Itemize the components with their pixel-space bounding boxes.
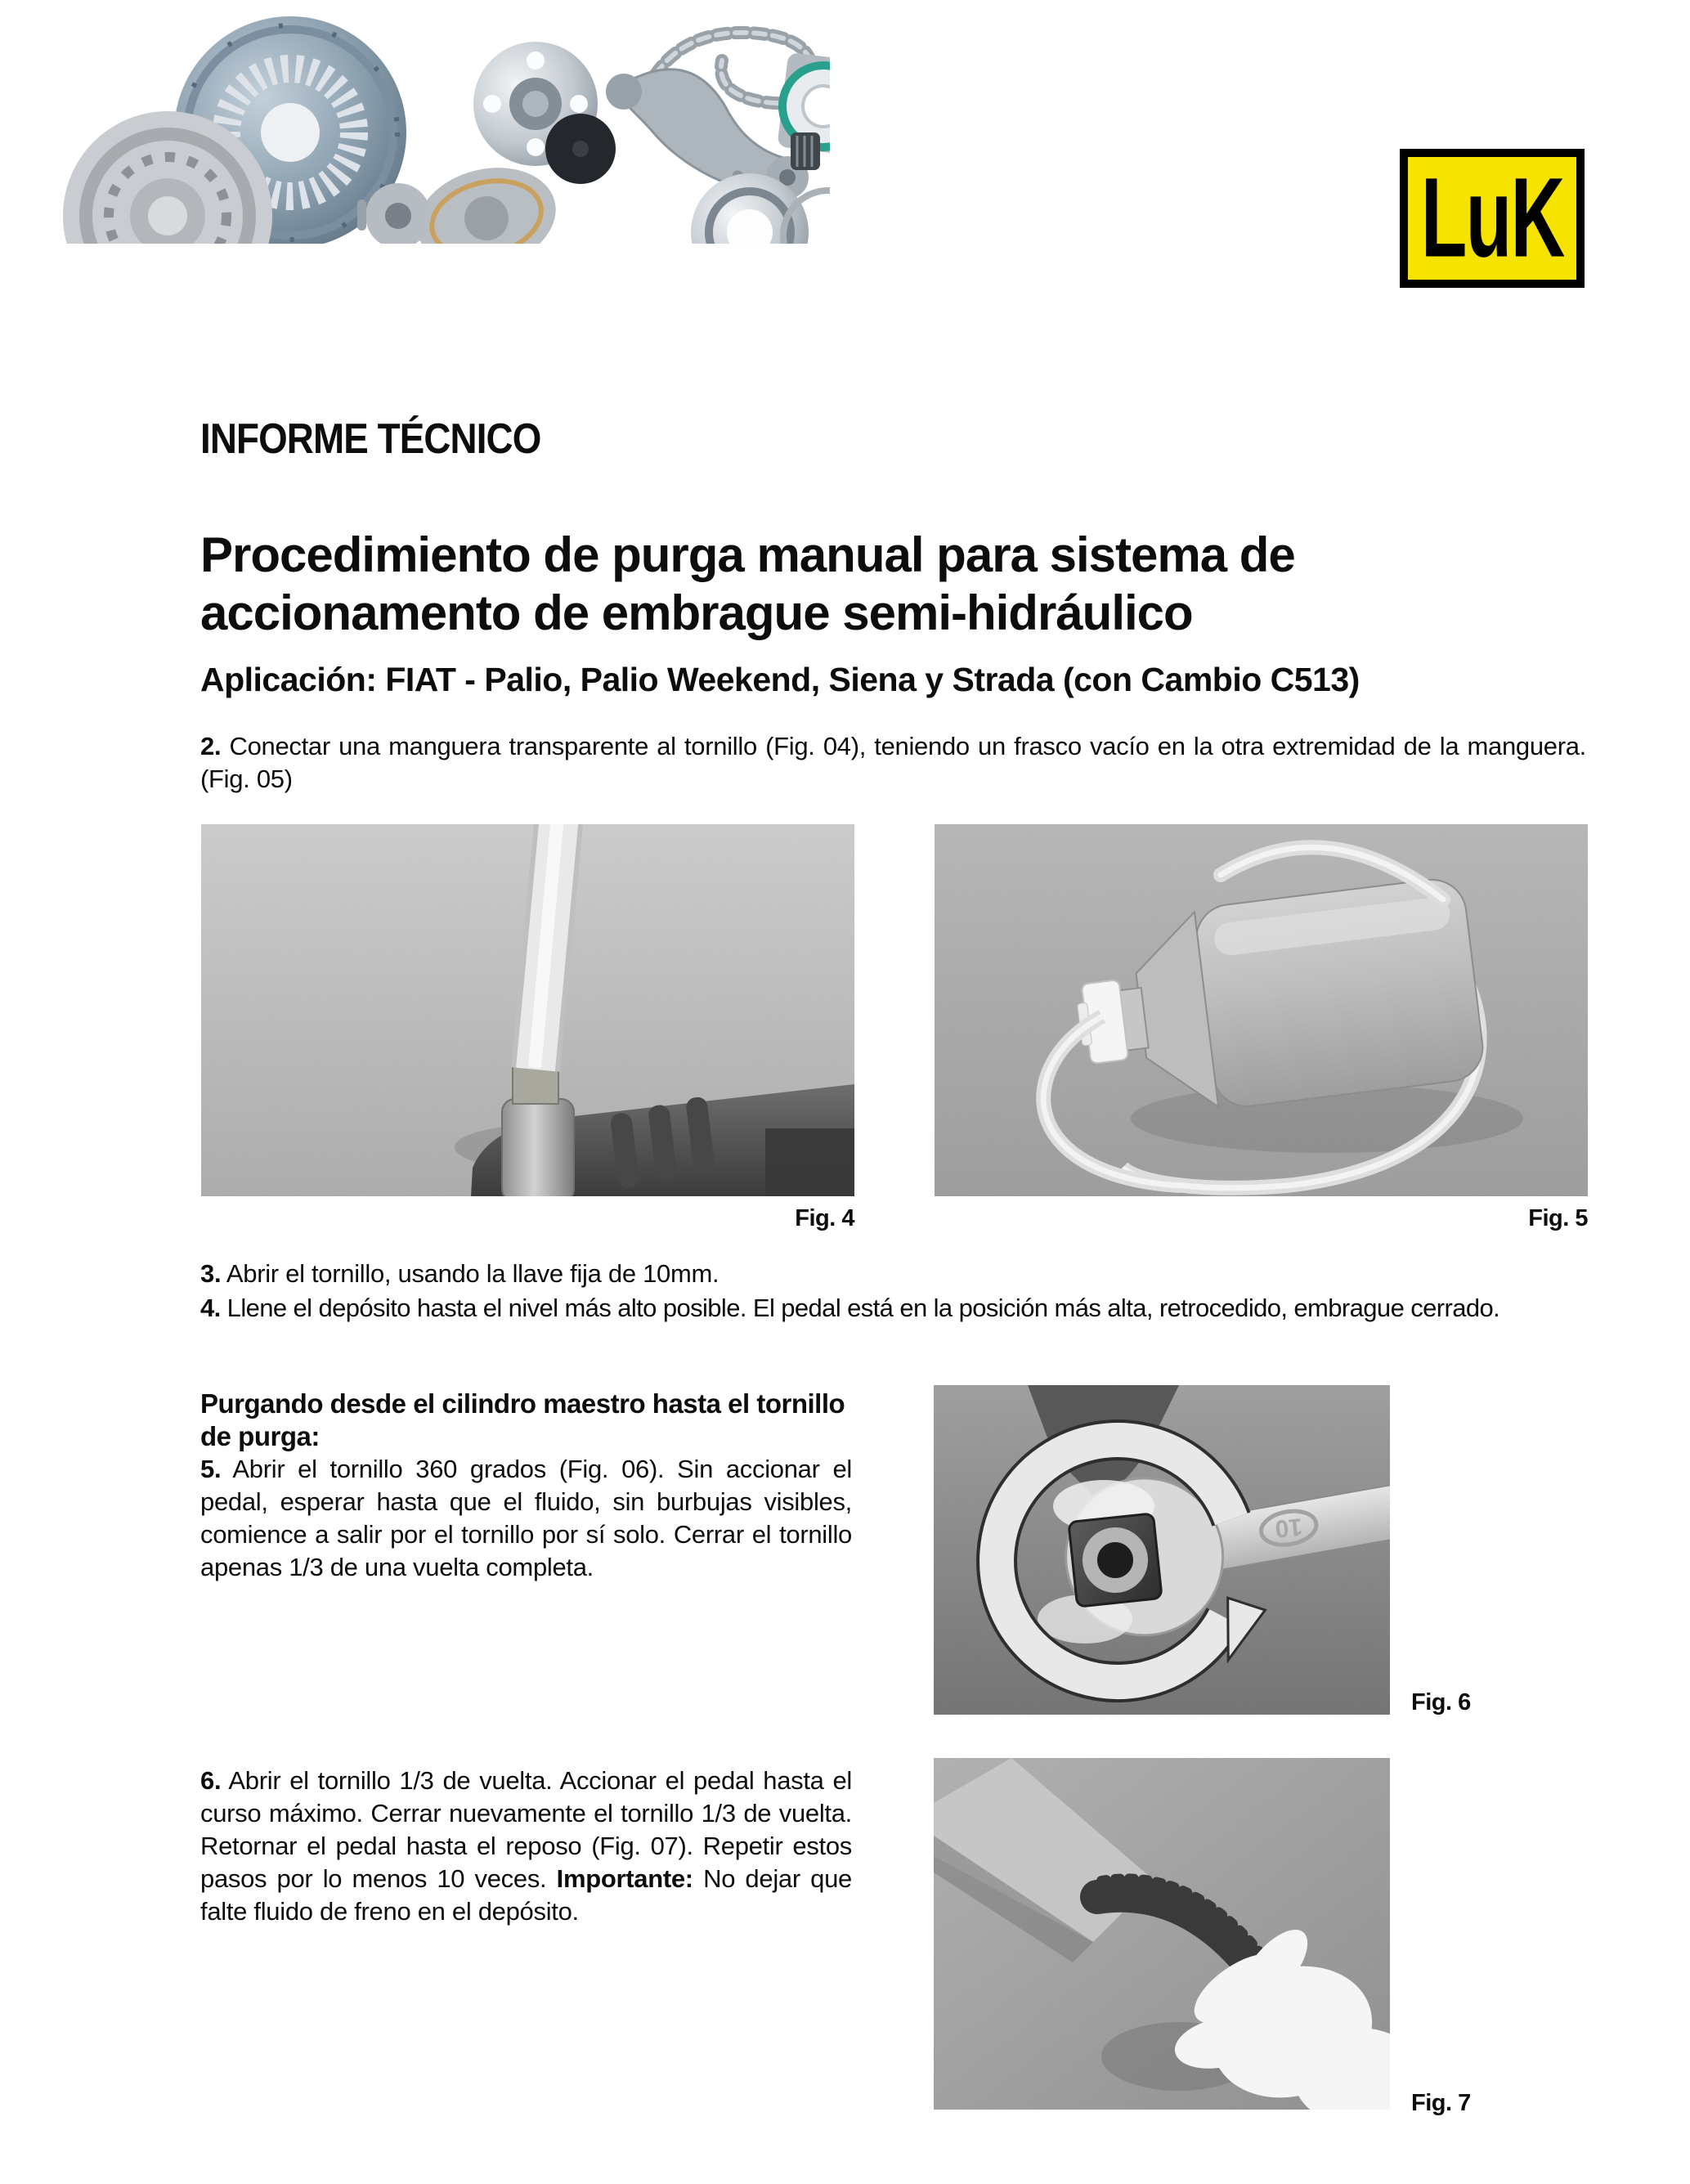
step-6-paragraph — [200, 1765, 852, 1928]
step-6-text-after: No dejar que falte fluido de freno en el depósito. — [200, 1864, 852, 1926]
title-line-2: accionamento de embrague semi-hidráulico — [200, 585, 1193, 640]
step-2-text: Conectar una manguera transparente al tornillo (Fig. 04), teniendo un frasco vacío en la otra extremidad de la manguera. (Fig. 05) — [200, 732, 1586, 793]
title-line-1: Procedimiento de purga manual para sistema de — [200, 527, 1295, 582]
step-3-number: 3. — [200, 1259, 222, 1288]
fig5-photo — [935, 824, 1588, 1196]
fig6-caption: Fig. 6 — [1411, 1689, 1471, 1715]
fig4-caption: Fig. 4 — [795, 1205, 854, 1231]
step-3-text: Abrir el tornillo, usando la llave fija de 10mm. — [226, 1259, 719, 1288]
step-4-number: 4. — [200, 1294, 221, 1322]
step-2-number: 2. — [200, 732, 222, 760]
water-pump — [406, 154, 567, 244]
transparent-hose — [535, 824, 559, 1070]
luk-logo-text: LuK — [1420, 155, 1564, 281]
step-6-important-label: Importante: — [556, 1864, 693, 1893]
fig5-caption: Fig. 5 — [1528, 1205, 1588, 1231]
step-6-number: 6. — [200, 1766, 222, 1795]
bleed-section — [200, 1388, 852, 1584]
wrench-size-stamp: 10 — [1274, 1513, 1304, 1543]
step-5-text: Abrir el tornillo 360 grados (Fig. 06). Sin accionar el pedal, esperar hasta que el fluido, sin burbujas visibles, comience a salir por el tornillo por sí solo. Cerrar el tornillo apenas 1/3 de una vuelta completa. — [200, 1455, 852, 1581]
steps-3-4 — [200, 1257, 1639, 1325]
application-subtitle: Aplicación: FIAT - Palio, Palio Weekend, Siena y Strada (con Cambio C513) — [200, 661, 1360, 698]
step-6-text-before: Abrir el tornillo 1/3 de vuelta. Accionar el pedal hasta el curso máximo. Cerrar nuevamente el tornillo 1/3 de vuelta. Retornar el pedal hasta el reposo (Fig. 07). Repetir estos pasos por lo menos 10 veces. — [200, 1766, 852, 1893]
section-kicker — [200, 415, 587, 463]
luk-logo — [1400, 149, 1585, 288]
fig6-photo — [934, 1385, 1390, 1715]
step-4-line — [200, 1291, 1639, 1325]
step-4-text: Llene el depósito hasta el nivel más alto posible. El pedal está en la posición más alta, retrocedido, embrague cerrado. — [226, 1294, 1500, 1322]
page-title — [200, 526, 1295, 642]
step-2-paragraph — [200, 730, 1586, 796]
fig4-photo — [201, 824, 854, 1196]
needle-bearing — [791, 132, 820, 170]
fig7-photo — [934, 1758, 1390, 2110]
fig7-caption: Fig. 7 — [1411, 2090, 1471, 2116]
step-3-line — [200, 1257, 1639, 1291]
clutch-parts-collage-image — [45, 10, 830, 244]
section-heading: Purgando desde el cilindro maestro hasta el tornillo de purga: — [200, 1388, 845, 1451]
rubber-disc — [545, 114, 616, 184]
kicker-text: INFORME TÉCNICO — [200, 415, 541, 463]
step-5-paragraph — [200, 1453, 852, 1584]
clutch-parts-collage-art — [45, 10, 830, 244]
bleed-screw-nut — [1069, 1514, 1162, 1607]
step-5-number: 5. — [200, 1455, 222, 1483]
